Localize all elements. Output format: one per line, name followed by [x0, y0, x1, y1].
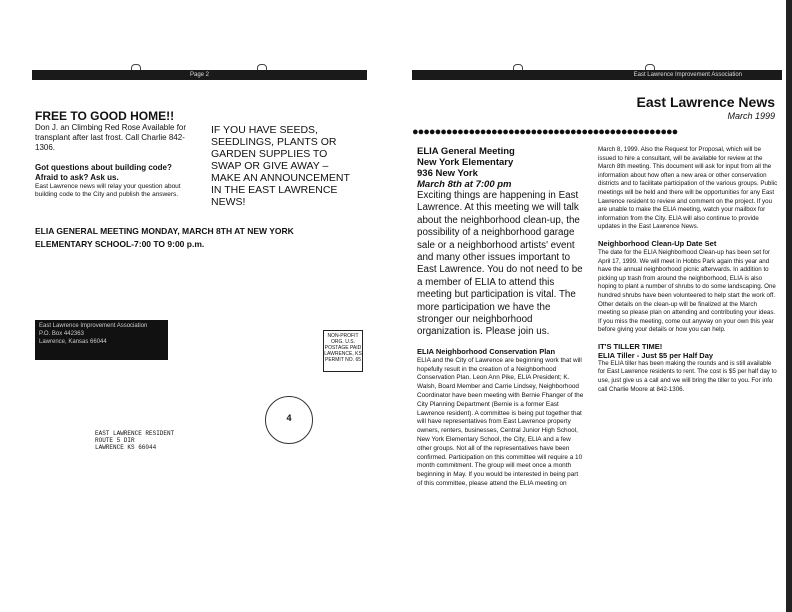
scan-edge-shadow	[786, 0, 792, 612]
free-body: Don J. an Climbing Red Rose Available for transplant after last frost. Call Charlie 842-1306.	[35, 123, 187, 152]
code-title: Got questions about building code? Afraid to ask? Ask us.	[35, 163, 172, 182]
free-to-good-home	[35, 109, 195, 153]
issue-date: March 1999	[727, 111, 775, 121]
right-column-1	[417, 146, 585, 489]
left-header-bar-text: Page 2	[189, 72, 210, 78]
right-header-bar	[412, 70, 782, 80]
free-title: FREE TO GOOD HOME!!	[35, 109, 175, 123]
postage-indicia	[323, 330, 363, 372]
cleanup-heading: Neighborhood Clean-Up Date Set	[598, 238, 717, 248]
right-column-2	[598, 146, 778, 394]
meeting-heading-1: ELIA General Meeting	[417, 146, 515, 157]
building-code-box	[35, 163, 195, 199]
decorative-chain-divider: ●●●●●●●●●●●●●●●●●●●●●●●●●●●●●●●●●●●●●●●●●●●●●●●	[412, 127, 678, 137]
meeting-body: Exciting things are happening in East Lawrence. At this meeting we will talk about the neighborhood clean-up, the possibility of a neighborhood garage sale or a neighborhood artists' event and many other issues important to East Lawrence. You do not need to be a member of ELIA to attend this meeting but participation is vital. The more participation we have the stronger our neighborhood organization is. Please join us.	[417, 190, 583, 338]
code-body: East Lawrence news will relay your question about building code to the City and publish the answers.	[35, 183, 181, 198]
address-line-2: ROUTE 5 DIR	[95, 437, 135, 444]
indicia-permit: PERMIT NO. 65	[324, 357, 362, 363]
return-line-3: Lawrence, Kansas 66044	[39, 339, 107, 345]
postmark-number: 4	[286, 413, 292, 423]
right-header-bar-text: East Lawrence Improvement Association	[633, 72, 742, 78]
meeting-heading-2: New York Elementary	[417, 157, 514, 168]
conservation-heading: ELIA Neighborhood Conservation Plan	[417, 346, 556, 356]
left-header-bar	[32, 70, 367, 80]
tiller-heading-1: IT'S TILLER TIME!	[598, 341, 663, 351]
continued-body: March 8, 1999. Also the Request for Proposal, which will be issued to hire a consultant, will be available for review at the March 8th meeting. This document will ask for input from all the information about how often a new area or other conservation districts and to facilitate participation of the various groups. Public meetings will be held and there will be opportunities for any East Lawrence resident to review and comment on the project. If you are unable to make the ELIA meeting, watch your mailbox for information from the City. ELIA will also continue to provide updates in the East Lawrence News.	[598, 146, 778, 231]
seeds-announcement: IF YOU HAVE SEEDS, SEEDLINGS, PLANTS OR GARDEN SUPPLIES TO SWAP OR GIVE AWAY – MAKE AN ANNOUNCEMENT IN THE EAST LAWRENCE NEWS!	[211, 124, 350, 208]
address-line-3: LAWRENCE KS 66044	[95, 444, 157, 451]
meeting-notice-line-2: ELEMENTARY SCHOOL-7:00 TO 9:00 p.m.	[35, 239, 205, 249]
mailing-address	[95, 430, 275, 451]
masthead-title: East Lawrence News	[636, 94, 775, 110]
cleanup-body: The date for the ELIA Neighborhood Clean-up has been set for April 17, 1999. We will meet in Hobbs Park again this year and have the annual neighborhood picnic afterwards. In addition to picking up trash from around the neighborhood, ELIA is also hoping to plant a number of shrubs to do some landscaping. One hundred shrubs have been volunteered to help start the work off. Other details on the clean-up will be finalized at the March meeting so please plan on attending and contributing your ideas. If you miss the meeting, come out anyway on your own this year before giving your details or how you can help.	[598, 248, 776, 334]
return-address-block	[35, 320, 168, 360]
return-line-2: P.O. Box 442363	[39, 331, 84, 337]
tiller-heading-2: ELIA Tiller - Just $5 per Half Day	[598, 350, 714, 360]
tiller-body: The ELIA tiller has been making the rounds and is still available for East Lawrence residents to rent. The cost is $5 per half day to use, just give us a call and we will bring the tiller to you. For info call Charlie Moore at 842-1306.	[598, 359, 777, 393]
meeting-heading-4: March 8th at 7:00 pm	[417, 179, 512, 190]
return-line-1: East Lawrence Improvement Association	[39, 323, 148, 329]
conservation-body: ELIA and the City of Lawrence are beginning work that will hopefully result in the creation of a Neighborhood Conservation Plan. Leon Ann Pike, ELIA President; K. Walsh, Board Member and Carrie Lindsey, Neighborhood Coordinator have been meeting with Bernie Fhanger of the City Planning Department (Bernie is a former East Lawrence resident). A committee is being put together that will have representatives from East Lawrence property owners, renters, businesses, Central Junior High School, New York Elementary School, the City, ELIA and a few other groups. Not all of the representatives have been confirmed. Participation on this committee will require a 10 month commitment. The group will meet once a month beginning in May. If you would be interested in being part of this committee, please attend the ELIA meeting on	[417, 356, 584, 488]
indicia-text: NON-PROFIT ORG. U.S. POSTAGE PAID LAWRENCE, KS	[324, 333, 362, 357]
address-line-1: EAST LAWRENCE RESIDENT	[95, 430, 175, 437]
meeting-heading-3: 936 New York	[417, 168, 478, 179]
meeting-notice-line-1: ELIA GENERAL MEETING MONDAY, MARCH 8TH AT NEW YORK	[35, 226, 294, 236]
